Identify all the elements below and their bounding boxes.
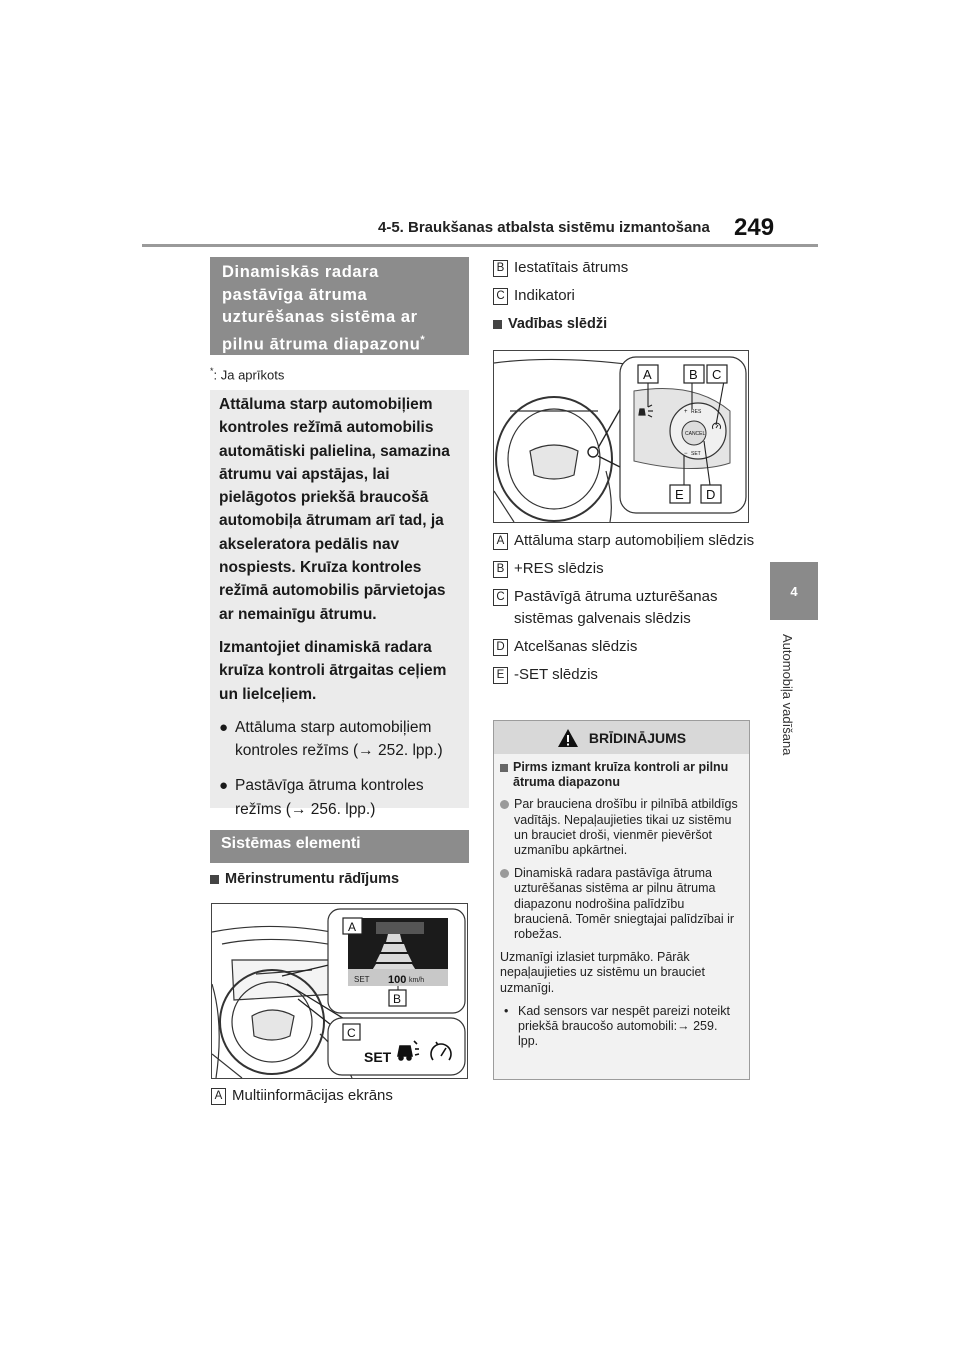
set-label: SET xyxy=(691,451,701,457)
legend-text: Atcelšanas slēdzis xyxy=(514,638,638,655)
intro-bullet-1-text: Attāluma starp automobiļiem kontroles režīms (→ 252. lpp.) xyxy=(235,718,443,760)
switch-callout-b: B xyxy=(689,367,698,382)
switch-heading-text: Vadības slēdži xyxy=(508,316,608,332)
chapter-tab: 4 xyxy=(770,562,818,620)
switch-legend-d xyxy=(493,636,755,658)
legend-text: Pastāvīgā ātruma uzturēšanas sistēmas galvenais slēdzis xyxy=(514,588,718,627)
intro-bullet-2-text: Pastāvīga ātruma kontroles režīms (→ 256. lpp.) xyxy=(235,777,424,818)
switch-figure xyxy=(493,350,749,523)
legend-text-b: Iestatītais ātrums xyxy=(514,259,629,276)
bullet-icon: ● xyxy=(219,777,229,795)
switch-callout-a: A xyxy=(643,367,652,382)
square-bullet-icon xyxy=(500,764,508,772)
title-line-2: pastāvīga ātruma xyxy=(222,285,368,304)
switch-legend-a xyxy=(493,530,755,552)
legend-key: C xyxy=(493,589,508,606)
meter-speed-value: 100 xyxy=(388,974,407,986)
switch-legend-b xyxy=(493,558,755,580)
legend-text: -SET slēdzis xyxy=(514,666,598,683)
footnote-text: : Ja aprīkots xyxy=(213,367,285,383)
legend-text-a: Multiinformācijas ekrāns xyxy=(232,1087,393,1104)
intro-bullet-1 xyxy=(219,716,459,763)
header-rule xyxy=(142,244,818,247)
legend-key: A xyxy=(493,533,508,550)
legend-key: B xyxy=(493,561,508,578)
meter-heading-text: Mērinstrumentu rādījums xyxy=(225,871,400,887)
warning-point-1-text: Par brauciena drošību ir pilnībā atbildīgs vadītājs. Nepaļaujieties tikai uz sistēmu un brauciet droši, vienmēr pievēršot uzmanību apkārtnei. xyxy=(514,797,738,858)
meter-section-heading xyxy=(210,871,399,887)
title-marker: * xyxy=(420,333,426,346)
switch-callout-d: D xyxy=(706,487,716,502)
legend-key-a: A xyxy=(211,1088,226,1105)
meter-legend-b xyxy=(493,257,753,279)
svg-text:−: − xyxy=(684,451,688,457)
warning-heading xyxy=(500,760,741,790)
meter-callout-a: A xyxy=(348,920,357,934)
cancel-label: CANCEL xyxy=(685,431,706,437)
legend-text-c: Indikatori xyxy=(514,287,575,304)
title-line-4-text: pilnu ātruma diapazonu xyxy=(222,335,421,353)
switch-legend xyxy=(493,530,755,686)
legend-key-c: C xyxy=(493,288,508,305)
square-bullet-icon xyxy=(210,875,219,884)
meter-callout-c: C xyxy=(347,1026,356,1040)
meter-callout-b: B xyxy=(393,992,402,1006)
switch-legend-e xyxy=(493,664,755,686)
footnote xyxy=(210,366,284,382)
section-title xyxy=(210,257,469,355)
square-bullet-icon xyxy=(493,320,502,329)
chapter-label-wrap xyxy=(780,634,806,784)
meter-set-label: SET xyxy=(354,975,370,984)
switch-callout-c: C xyxy=(712,367,722,382)
legend-key-b: B xyxy=(493,260,508,277)
res-label: RES xyxy=(691,409,702,415)
intro-box xyxy=(210,390,469,818)
warning-body xyxy=(494,754,749,1049)
legend-text: Attāluma starp automobiļiem slēdzis xyxy=(514,532,755,549)
steering-switch-illustration xyxy=(494,351,748,522)
small-bullet-icon: • xyxy=(504,1003,509,1018)
warning-title: BRĪDINĀJUMS xyxy=(588,729,687,746)
set-indicator-icon: SET xyxy=(364,1049,392,1065)
warning-heading-text: Pirms izmant kruīza kontroli ar pilnu ātruma diapazonu xyxy=(513,760,729,790)
legend-key: D xyxy=(493,639,508,656)
intro-paragraph-2: Izmantojiet dinamiskā radara kruīza kontroli ātrgaitas ceļiem un lielceļiem. xyxy=(219,638,447,703)
chapter-label: Automobiļa vadīšana xyxy=(780,634,795,756)
meter-legend-c xyxy=(493,285,753,307)
warning-small-bullet-text: Kad sensors var nespēt pareizi noteikt priekšā braucošo automobili:→ 259. lpp. xyxy=(518,1003,730,1049)
title-line-1: Dinamiskās radara xyxy=(222,263,379,281)
switch-callout-e: E xyxy=(675,487,684,502)
switch-legend-c xyxy=(493,586,755,630)
components-title-rule xyxy=(210,861,469,863)
title-line-3: uzturēšanas sistēma ar xyxy=(222,308,418,326)
warning-box xyxy=(493,720,750,1080)
meter-figure xyxy=(211,903,468,1079)
warning-small-bullet xyxy=(500,1004,741,1050)
warning-plain-text: Uzmanīgi izlasiet turpmāko. Pārāk nepaļaujieties uz sistēmu un brauciet uzmanīgi. xyxy=(500,950,705,995)
intro-bullet-2 xyxy=(219,774,459,821)
warning-icon xyxy=(557,728,579,748)
warning-header xyxy=(494,721,749,754)
warning-point-1 xyxy=(500,797,741,858)
page-number: 249 xyxy=(734,214,775,241)
legend-key: E xyxy=(493,667,508,684)
meter-legend-a xyxy=(211,1085,471,1107)
svg-text:+: + xyxy=(684,409,688,415)
intro-paragraph-1: Attāluma starp automobiļiem kontroles režīmā automobilis automātiski palielina, samazina ātrumu vai apstājas, lai pielāgotos priekšā braucošā automobiļa ātrumam arī tad, ja akseleratora pedālis nav nospiests. Kruīza kontroles režīmā automobilis pārvietojas ar nemainīgu ātrumu. xyxy=(219,396,450,623)
footnote-marker: * xyxy=(210,366,214,376)
legend-text: +RES slēdzis xyxy=(514,560,604,577)
title-line-4 xyxy=(222,329,457,356)
bullet-icon xyxy=(500,800,509,809)
meter-illustration xyxy=(212,904,467,1078)
warning-point-2-text: Dinamiskā radara pastāvīga ātruma uzturēšanas sistēma ar pilnu ātruma diapazonu nodrošina palīdzību braucienā. Tomēr sniegtajai palīdzībai ir robežas. xyxy=(514,866,735,942)
bullet-icon: ● xyxy=(219,718,229,736)
warning-point-2 xyxy=(500,866,741,942)
meter-speed-unit: km/h xyxy=(409,977,425,984)
bullet-icon xyxy=(500,869,509,878)
switch-section-heading xyxy=(493,316,607,332)
components-title: Sistēmas elementi xyxy=(210,830,469,862)
running-header: 4-5. Braukšanas atbalsta sistēmu izmantošana xyxy=(378,219,710,236)
